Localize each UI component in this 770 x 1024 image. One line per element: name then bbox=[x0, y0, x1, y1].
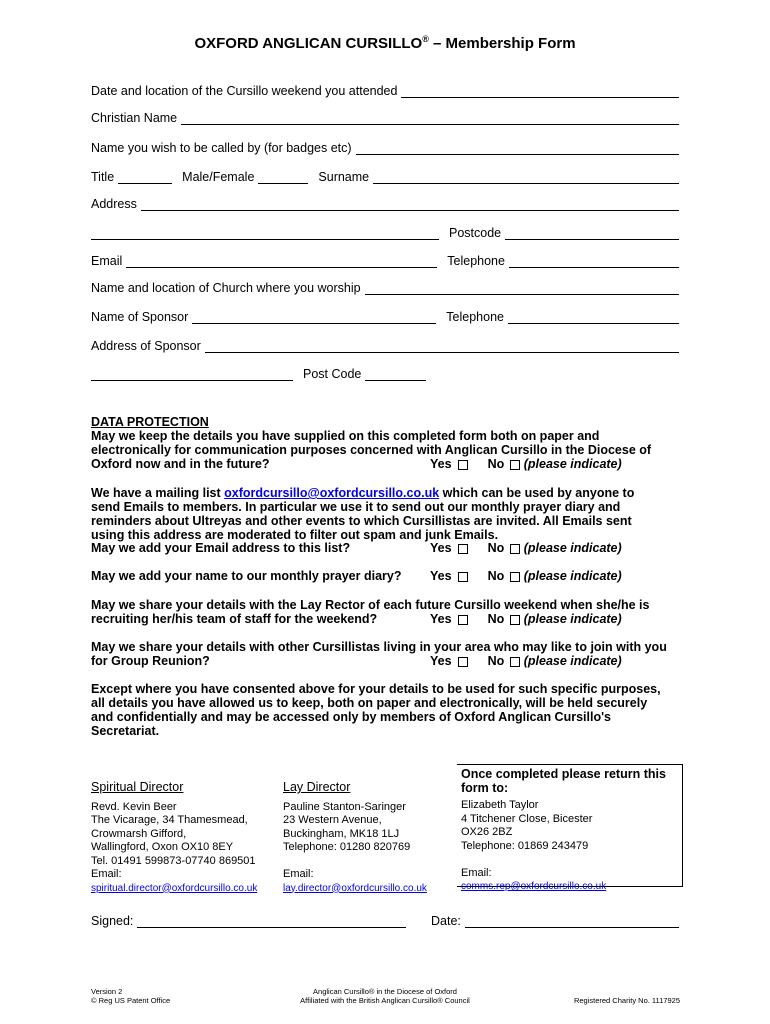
email-row bbox=[91, 254, 679, 268]
return-heading: Once completed please return this form to: bbox=[461, 767, 666, 795]
telephone-label: Telephone bbox=[447, 254, 505, 268]
return-spacer bbox=[461, 853, 681, 867]
dp-answer-2: Yes No (please indicate) bbox=[430, 541, 622, 555]
dp-answer-5: Yes No (please indicate) bbox=[430, 654, 622, 668]
yes-checkbox-2[interactable] bbox=[458, 544, 468, 554]
return-line: OX26 2BZ bbox=[461, 826, 513, 838]
return-line: Telephone: 01869 243479 bbox=[461, 839, 589, 852]
footer-center bbox=[250, 987, 520, 1005]
footer-left bbox=[91, 987, 170, 1005]
signed-field[interactable] bbox=[137, 915, 406, 928]
surname-field[interactable] bbox=[373, 171, 679, 184]
date-label: Date: bbox=[431, 914, 461, 928]
dp-answer-3: Yes No (please indicate) bbox=[430, 569, 622, 583]
dp-question-4: May we share your details with the Lay Rector of each future Cursillo weekend when she/he is recruiting her/his team of staff for the weekend? bbox=[91, 598, 650, 626]
surname-label: Surname bbox=[318, 170, 370, 184]
lay-line: Pauline Stanton-Saringer bbox=[283, 800, 406, 813]
no-checkbox-1[interactable] bbox=[510, 460, 520, 470]
male-female-field[interactable] bbox=[258, 171, 308, 184]
no-checkbox-3[interactable] bbox=[510, 572, 520, 582]
footer-reg: © Reg US Patent Office bbox=[91, 996, 171, 1005]
data-protection-heading: DATA PROTECTION bbox=[91, 415, 209, 429]
yes-checkbox-4[interactable] bbox=[458, 615, 468, 625]
title-label: Title bbox=[91, 170, 115, 184]
church-label: Name and location of Church where you worship bbox=[91, 281, 361, 295]
dp-question-2: We have a mailing list oxfordcursillo@oxfordcursillo.co.uk which can be used by anyone to send Emails to members. In particular we use it to send out our monthly prayer diary and reminders about Ultreyas and other events to which Cursillistas are invited. All Emails sent using this address are moderated to filter out spam and junk Emails. bbox=[91, 486, 635, 542]
return-email-link[interactable]: comms.rep@oxfordcursillo.co.uk bbox=[461, 881, 607, 892]
return-line: 4 Titchener Close, Bicester bbox=[461, 812, 593, 825]
return-line: Email: bbox=[461, 866, 492, 879]
sponsor-address-line2-field[interactable] bbox=[91, 368, 293, 381]
christian-name-field[interactable] bbox=[181, 112, 679, 125]
address-label: Address bbox=[91, 197, 137, 211]
sponsor-label: Name of Sponsor bbox=[91, 310, 189, 324]
dp-question-3: May we add your name to our monthly prayer diary? bbox=[91, 569, 402, 583]
spiritual-line: Revd. Kevin Beer bbox=[91, 800, 177, 813]
dp-question-1: May we keep the details you have supplied on this completed form both on paper and electronically for communication purposes concerned with Anglican Cursillo in the Diocese of Oxford now and in the future? bbox=[91, 429, 652, 471]
lay-spacer bbox=[283, 855, 453, 869]
dp-answer-4: Yes No (please indicate) bbox=[430, 612, 622, 626]
church-field[interactable] bbox=[365, 282, 679, 295]
postcode-label: Postcode bbox=[449, 226, 502, 240]
dp-except-statement: Except where you have consented above for your details to be used for such specific purposes, all details you have allowed us to keep, both on paper and electronically, will be held securely and confidentially and may be accessed only by members of Oxford Anglican Cursillo's Secretariat. bbox=[91, 682, 661, 738]
spiritual-line: Wallingford, Oxon OX10 8EY bbox=[91, 841, 234, 853]
weekend-row bbox=[91, 84, 679, 98]
lay-email-link[interactable]: lay.director@oxfordcursillo.co.uk bbox=[283, 882, 427, 894]
weekend-label: Date and location of the Cursillo weekend you attended bbox=[91, 84, 398, 98]
spiritual-email-link[interactable]: spiritual.director@oxfordcursillo.co.uk bbox=[91, 882, 258, 894]
dp-question-2-ask: May we add your Email address to this list? bbox=[91, 541, 351, 555]
church-row bbox=[91, 281, 679, 295]
called-by-row bbox=[91, 141, 679, 155]
address-row bbox=[91, 197, 679, 211]
spiritual-line: Tel. 01491 599873-07740 869501 bbox=[91, 854, 256, 867]
footer-diocese: Anglican Cursillo® in the Diocese of Oxford bbox=[313, 987, 457, 996]
return-line: Elizabeth Taylor bbox=[461, 799, 539, 811]
title-row bbox=[91, 170, 679, 184]
spiritual-director-heading: Spiritual Director bbox=[91, 780, 184, 794]
christian-name-row bbox=[91, 111, 679, 125]
weekend-field[interactable] bbox=[401, 85, 679, 98]
no-checkbox-2[interactable] bbox=[510, 544, 520, 554]
sponsor-address-label: Address of Sponsor bbox=[91, 339, 201, 353]
lay-director-heading: Lay Director bbox=[283, 780, 351, 794]
yes-checkbox-3[interactable] bbox=[458, 572, 468, 582]
spiritual-line: Email: bbox=[91, 868, 122, 880]
male-female-label: Male/Female bbox=[182, 170, 255, 184]
dp-answer-1: Yes No (please indicate) bbox=[430, 457, 622, 471]
sponsor-postcode-row bbox=[91, 367, 441, 381]
post-code-label: Post Code bbox=[303, 367, 362, 381]
lay-line: 23 Western Avenue, bbox=[283, 814, 382, 826]
email-field[interactable] bbox=[126, 255, 437, 268]
signed-row bbox=[91, 914, 406, 928]
return-block bbox=[461, 767, 681, 894]
date-row bbox=[431, 914, 679, 928]
called-by-label: Name you wish to be called by (for badges etc) bbox=[91, 141, 352, 155]
page-title: OXFORD ANGLICAN CURSILLO® – Membership Form bbox=[194, 34, 576, 52]
lay-line: Buckingham, MK18 1LJ bbox=[283, 827, 400, 840]
title-field[interactable] bbox=[118, 171, 172, 184]
footer-affiliation: Affiliated with the British Anglican Cursillo® Council bbox=[300, 996, 470, 1005]
no-checkbox-5[interactable] bbox=[510, 657, 520, 667]
footer-charity: Registered Charity No. 1117925 bbox=[573, 996, 680, 1005]
email-label: Email bbox=[91, 254, 123, 268]
called-by-field[interactable] bbox=[356, 142, 679, 155]
yes-checkbox-1[interactable] bbox=[458, 460, 468, 470]
spiritual-director-block bbox=[91, 781, 276, 895]
no-checkbox-4[interactable] bbox=[510, 615, 520, 625]
address-field[interactable] bbox=[141, 198, 679, 211]
sponsor-row bbox=[91, 310, 679, 324]
postcode-field[interactable] bbox=[505, 227, 679, 240]
address-line2-field[interactable] bbox=[91, 227, 439, 240]
address-postcode-row bbox=[91, 226, 679, 240]
dp-question-5: May we share your details with other Cursillistas living in your area who may like to join with you for Group Reunion? bbox=[91, 640, 667, 668]
spiritual-line: Crowmarsh Gifford, bbox=[91, 827, 187, 840]
lay-line: Telephone: 01280 820769 bbox=[283, 841, 411, 853]
christian-name-label: Christian Name bbox=[91, 111, 178, 125]
sponsor-telephone-field[interactable] bbox=[508, 311, 679, 324]
lay-director-block bbox=[283, 781, 453, 895]
mailing-list-link[interactable]: oxfordcursillo@oxfordcursillo.co.uk bbox=[224, 486, 440, 500]
sponsor-telephone-label: Telephone bbox=[446, 310, 504, 324]
sponsor-field[interactable] bbox=[192, 311, 436, 324]
post-code-field[interactable] bbox=[365, 368, 426, 381]
date-field[interactable] bbox=[465, 915, 679, 928]
yes-checkbox-5[interactable] bbox=[458, 657, 468, 667]
spiritual-line: The Vicarage, 34 Thamesmead, bbox=[91, 814, 248, 826]
telephone-field[interactable] bbox=[509, 255, 679, 268]
sponsor-address-field[interactable] bbox=[205, 340, 679, 353]
signed-label: Signed: bbox=[91, 914, 134, 928]
lay-line: Email: bbox=[283, 868, 314, 880]
sponsor-address-row bbox=[91, 339, 679, 353]
footer-version: Version 2 bbox=[91, 987, 123, 996]
